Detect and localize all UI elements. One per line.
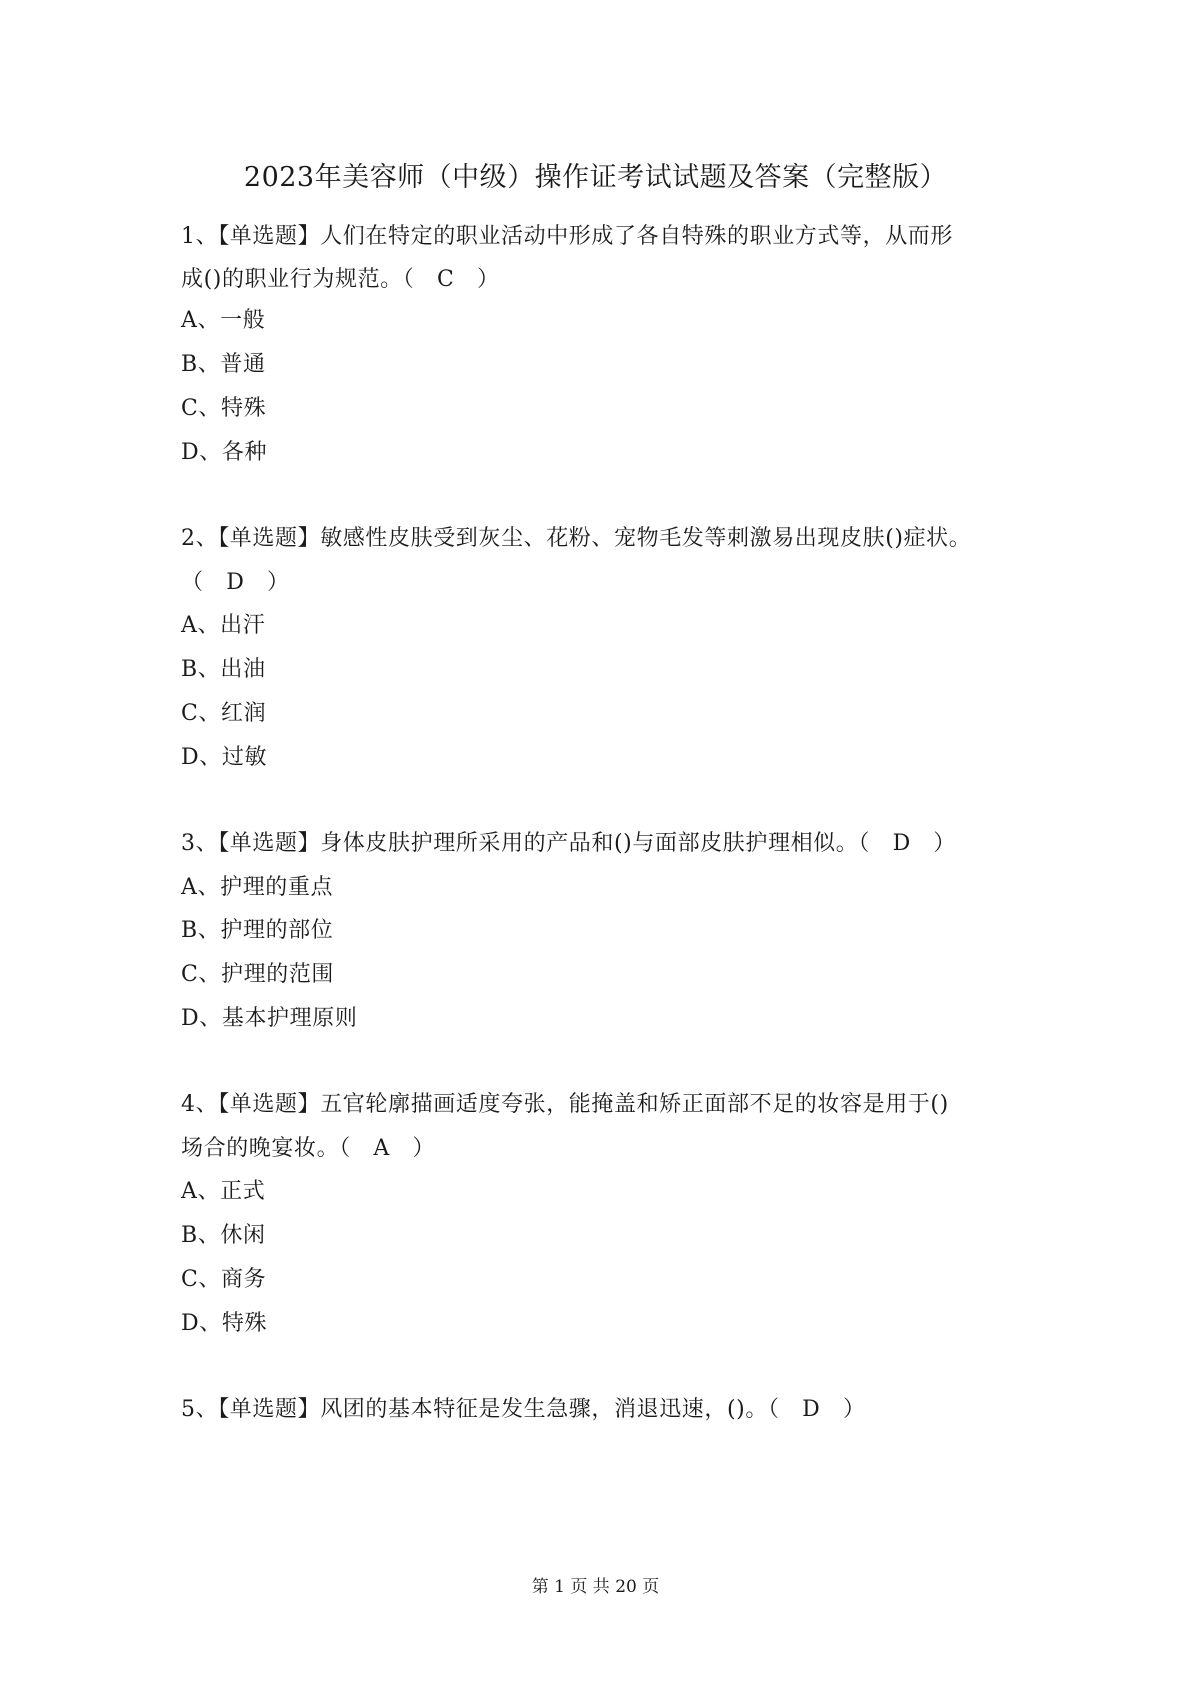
question-2-option-a: A、出汗 bbox=[181, 613, 266, 638]
question-2-stem-line-2: （ D ） bbox=[181, 570, 290, 595]
question-3-stem-line-1: 3、【单选题】身体皮肤护理所采用的产品和()与面部皮肤护理相似。（ D ） bbox=[181, 831, 957, 856]
question-4-option-d: D、特殊 bbox=[181, 1311, 268, 1336]
document-title: 2023年美容师（中级）操作证考试试题及答案（完整版） bbox=[243, 162, 948, 193]
question-2-stem-line-1: 2、【单选题】敏感性皮肤受到灰尘、花粉、宠物毛发等刺激易出现皮肤()症状。 bbox=[181, 526, 972, 551]
question-1-stem-line-1: 1、【单选题】人们在特定的职业活动中形成了各自特殊的职业方式等，从而形 bbox=[181, 224, 953, 249]
question-1-option-d: D、各种 bbox=[181, 440, 268, 465]
question-4-stem-line-1: 4、【单选题】五官轮廓描画适度夸张，能掩盖和矫正面部不足的妆容是用于() bbox=[181, 1092, 949, 1117]
question-3-option-d: D、基本护理原则 bbox=[181, 1006, 358, 1031]
question-4-option-c: C、商务 bbox=[181, 1267, 267, 1292]
question-3-option-a: A、护理的重点 bbox=[181, 875, 334, 900]
question-5-stem-line-1: 5、【单选题】风团的基本特征是发生急骤，消退迅速，()。（ D ） bbox=[181, 1397, 866, 1422]
question-2-option-c: C、红润 bbox=[181, 701, 267, 726]
question-3-option-b: B、护理的部位 bbox=[181, 918, 334, 943]
question-2-option-b: B、出油 bbox=[181, 657, 266, 682]
question-1-option-a: A、一般 bbox=[181, 308, 266, 333]
question-4-option-b: B、休闲 bbox=[181, 1223, 266, 1248]
question-1-option-c: C、特殊 bbox=[181, 396, 267, 421]
question-1-option-b: B、普通 bbox=[181, 352, 266, 377]
question-4-option-a: A、正式 bbox=[181, 1179, 266, 1204]
question-1-stem-line-2: 成()的职业行为规范。（ C ） bbox=[181, 267, 500, 292]
page-footer: 第 1 页 共 20 页 bbox=[531, 1577, 660, 1597]
question-2-option-d: D、过敏 bbox=[181, 745, 268, 770]
question-4-stem-line-2: 场合的晚宴妆。（ A ） bbox=[181, 1136, 436, 1161]
question-3-option-c: C、护理的范围 bbox=[181, 962, 335, 987]
